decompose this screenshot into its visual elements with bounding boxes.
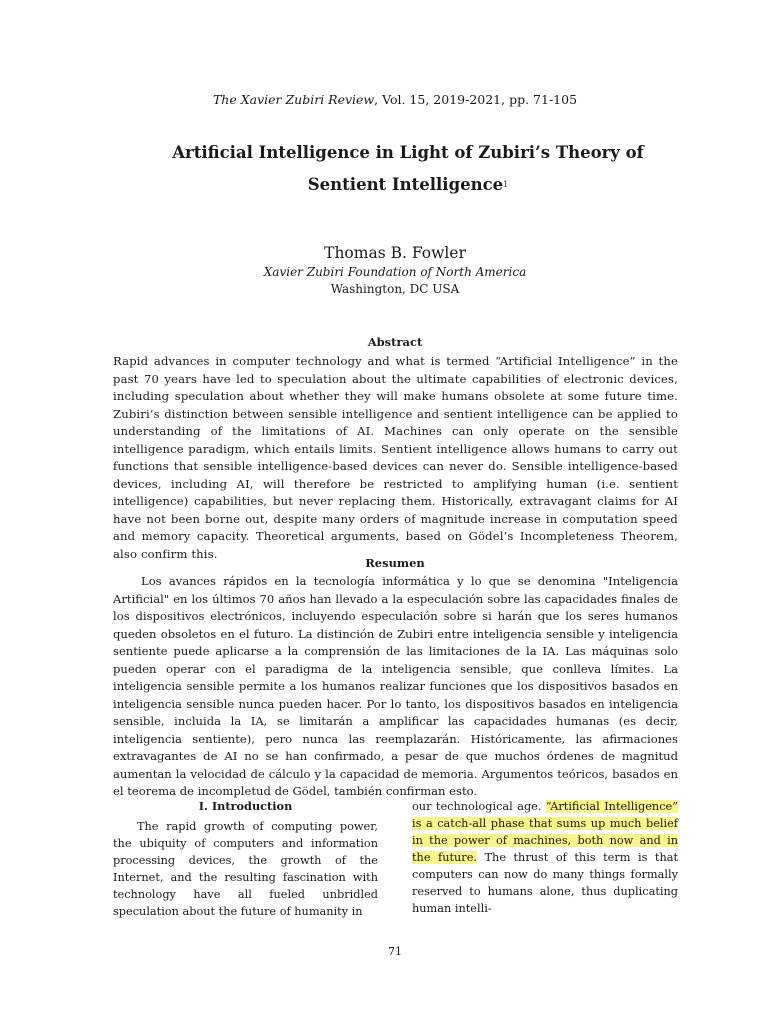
page-number: 71 bbox=[388, 945, 402, 958]
abstract-text: Rapid advances in computer technology and what is termed “Artificial Intelligence” in the past 70 years have led to speculation about the ultimate capabilities of electronic devices, including speculation about whether they will make humans obsolete at some future time. Zubiri’s distinction between sensible intelligence and sentient intelligence can be applied to understanding of the limitations of AI. Machines can only operate on the sensible intelligence paradigm, which entails limits. Sentient intelligence allows humans to carry out functions that sensible intelligence-based devices can never do. Sensible intelligence-based devices, including AI, will therefore be restricted to amplifying human (i.e. sentient intelligence) capabilities, but never replacing them. Historically, extravagant claims for AI have not been borne out, despite many orders of magnitude increase in computation speed and memory capacity. Theoretical arguments, based on Gödel’s Incompleteness Theorem, also confirm this. bbox=[113, 354, 678, 561]
introduction-right-text bbox=[412, 798, 678, 917]
resumen-heading: Resumen bbox=[365, 556, 425, 570]
footnote-marker[interactable]: 1 bbox=[503, 180, 509, 189]
author-name: Thomas B. Fowler bbox=[324, 244, 466, 262]
author-affiliation bbox=[0, 264, 768, 298]
introduction-heading: I. Introduction bbox=[198, 799, 293, 813]
title-line-2-text: Sentient Intelligence bbox=[307, 175, 504, 194]
journal-details: , Vol. 15, 2019-2021, pp. 71-105 bbox=[374, 92, 578, 107]
paper-title bbox=[0, 137, 768, 201]
journal-name: The Xavier Zubiri Review bbox=[212, 92, 375, 107]
abstract-heading: Abstract bbox=[367, 335, 423, 349]
title-line-2 bbox=[0, 169, 768, 201]
title-line-1: Artificial Intelligence in Light of Zubiri’s Theory of bbox=[172, 143, 644, 162]
author-location: Washington, DC USA bbox=[330, 282, 460, 296]
introduction-left-text: The rapid growth of computing power, the ubiquity of computers and information processing devices, the growth of the Internet, and the resulting fascination with technology have all fueled unbridled speculation about the future of humanity in bbox=[113, 820, 378, 918]
journal-citation bbox=[0, 92, 768, 107]
right-text-after: The thrust of this term is that computers can now do many things formally reserved to humans alone, thus duplicating human intelli- bbox=[412, 851, 678, 915]
right-text-before: our technological age. bbox=[412, 800, 546, 813]
author-institution: Xavier Zubiri Foundation of North America bbox=[263, 265, 527, 279]
right-column bbox=[412, 798, 678, 917]
highlighted-passage[interactable]: “Artificial Intelligence” is a catch-all phase that sums up much belief in the power of machines, both now and in the future. bbox=[412, 800, 678, 864]
resumen-text: Los avances rápidos en la tecnología informática y lo que se denomina "Inteligencia Artificial" en los últimos 70 años han llevado a la especulación sobre las capacidades finales de los dispositivos electrónicos, incluyendo especulación sobre si harán que los seres humanos queden obsoletos en el futuro. La distinción de Zubiri entre inteligencia sensible y inteligencia sentiente puede aplicarse a la comprensión de las limitaciones de la IA. Las máquinas solo pueden operar con el paradigma de la inteligencia sensible, que conlleva límites. La inteligencia sensible permite a los humanos realizar funciones que los dispositivos basados en inteligencia sensible nunca pueden hacer. Por lo tanto, los dispositivos basados en inteligencia sensible, incluida la IA, se limitarán a amplificar las capacidades humanas (es decir, inteligencia sentiente), pero nunca las reemplazarán. Históricamente, las afirmaciones extravagantes de AI no se han confirmado, a pesar de que muchos órdenes de magnitud aumentan la velocidad de cálculo y la capacidad de memoria. Argumentos teóricos, basados en el teorema de incompletud de Gödel, también confirman esto. bbox=[113, 574, 678, 798]
left-column bbox=[113, 798, 378, 920]
